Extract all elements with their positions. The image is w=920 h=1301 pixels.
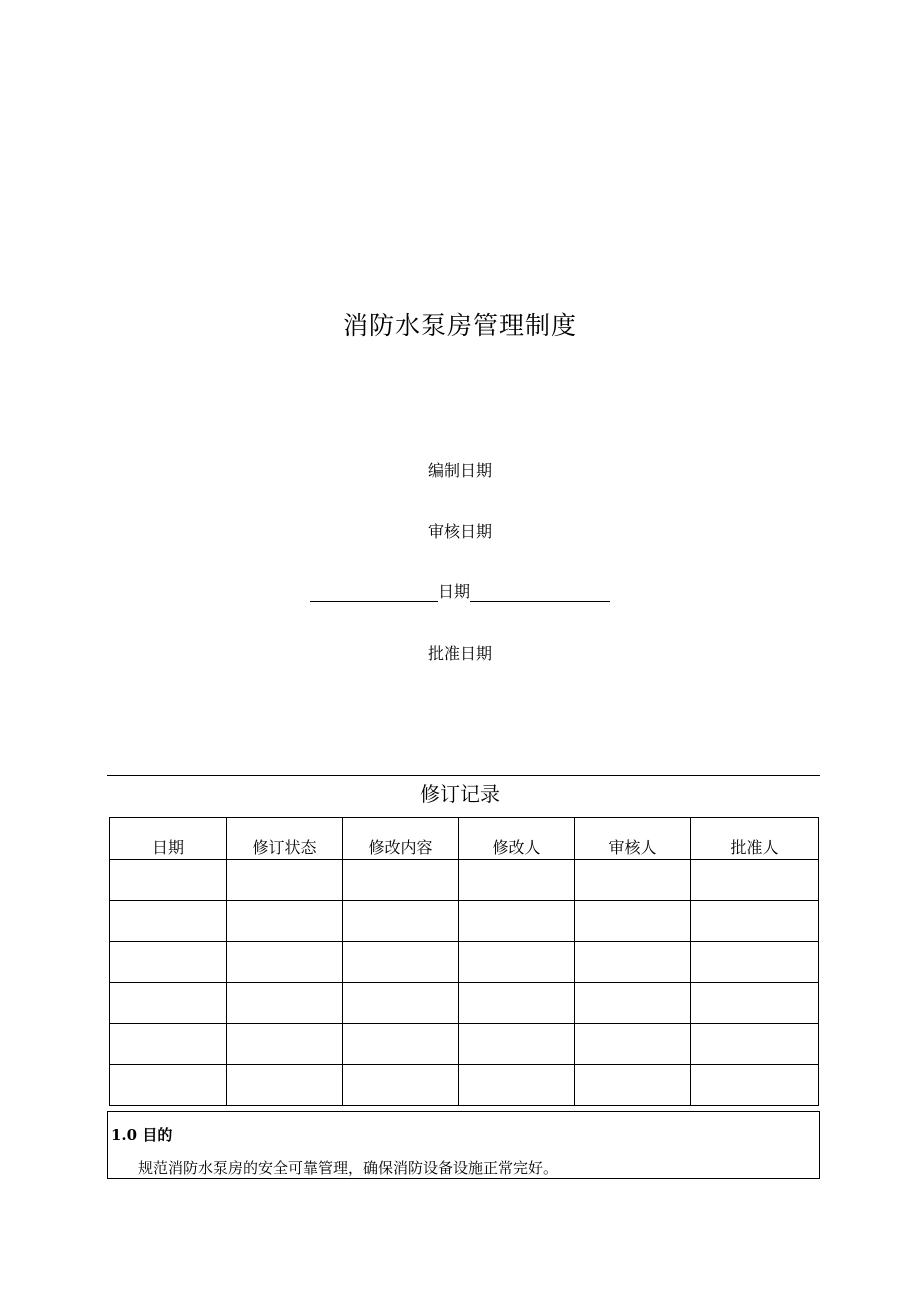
table-cell <box>459 1024 575 1065</box>
column-header-modifier: 修改人 <box>459 818 575 860</box>
column-header-change-content: 修改内容 <box>343 818 459 860</box>
blank-date-row <box>0 579 920 602</box>
table-cell <box>343 1065 459 1106</box>
table-cell <box>343 983 459 1024</box>
table-row <box>110 942 819 983</box>
purpose-section <box>107 1111 820 1179</box>
compile-date-label: 编制日期 <box>427 461 492 480</box>
table-cell <box>343 860 459 901</box>
review-date-label: 审核日期 <box>427 522 492 541</box>
table-cell <box>343 942 459 983</box>
table-cell <box>575 1065 691 1106</box>
table-cell <box>227 901 343 942</box>
document-title: 消防水泵房管理制度 <box>342 311 577 340</box>
table-cell <box>459 942 575 983</box>
table-row <box>110 983 819 1024</box>
table-cell <box>691 1065 819 1106</box>
table-row <box>110 860 819 901</box>
table-cell <box>691 901 819 942</box>
table-cell <box>459 1065 575 1106</box>
revision-divider <box>107 775 820 776</box>
revision-table <box>109 817 819 1106</box>
table-cell <box>110 983 227 1024</box>
table-cell <box>575 942 691 983</box>
table-cell <box>459 860 575 901</box>
table-cell <box>691 942 819 983</box>
purpose-body: 规范消防水泵房的安全可靠管理，确保消防设备设施正常完好。 <box>138 1159 559 1177</box>
table-cell <box>691 983 819 1024</box>
table-row <box>110 1065 819 1106</box>
table-cell <box>110 942 227 983</box>
column-header-date: 日期 <box>110 818 227 860</box>
table-cell <box>110 901 227 942</box>
table-cell <box>691 1024 819 1065</box>
column-header-revision-status: 修订状态 <box>227 818 343 860</box>
table-cell <box>227 1065 343 1106</box>
table-cell <box>227 983 343 1024</box>
table-cell <box>343 901 459 942</box>
column-header-approver: 批准人 <box>691 818 819 860</box>
table-cell <box>343 1024 459 1065</box>
table-row <box>110 901 819 942</box>
blank-line-left <box>310 583 438 602</box>
table-cell <box>575 860 691 901</box>
purpose-heading: 1.0 目的 <box>111 1126 173 1144</box>
table-cell <box>459 901 575 942</box>
table-row <box>110 1024 819 1065</box>
blank-date-label: 日期 <box>437 582 470 601</box>
table-cell <box>110 1024 227 1065</box>
revision-title: 修订记录 <box>420 782 500 806</box>
table-cell <box>575 901 691 942</box>
table-cell <box>691 860 819 901</box>
table-cell <box>227 942 343 983</box>
blank-line-right <box>470 583 610 602</box>
table-cell <box>459 983 575 1024</box>
table-cell <box>575 1024 691 1065</box>
table-cell <box>227 1024 343 1065</box>
table-cell <box>110 860 227 901</box>
column-header-reviewer: 审核人 <box>575 818 691 860</box>
table-cell <box>227 860 343 901</box>
table-cell <box>575 983 691 1024</box>
approve-date-label: 批准日期 <box>427 644 492 663</box>
revision-header-row <box>110 818 819 860</box>
table-cell <box>110 1065 227 1106</box>
